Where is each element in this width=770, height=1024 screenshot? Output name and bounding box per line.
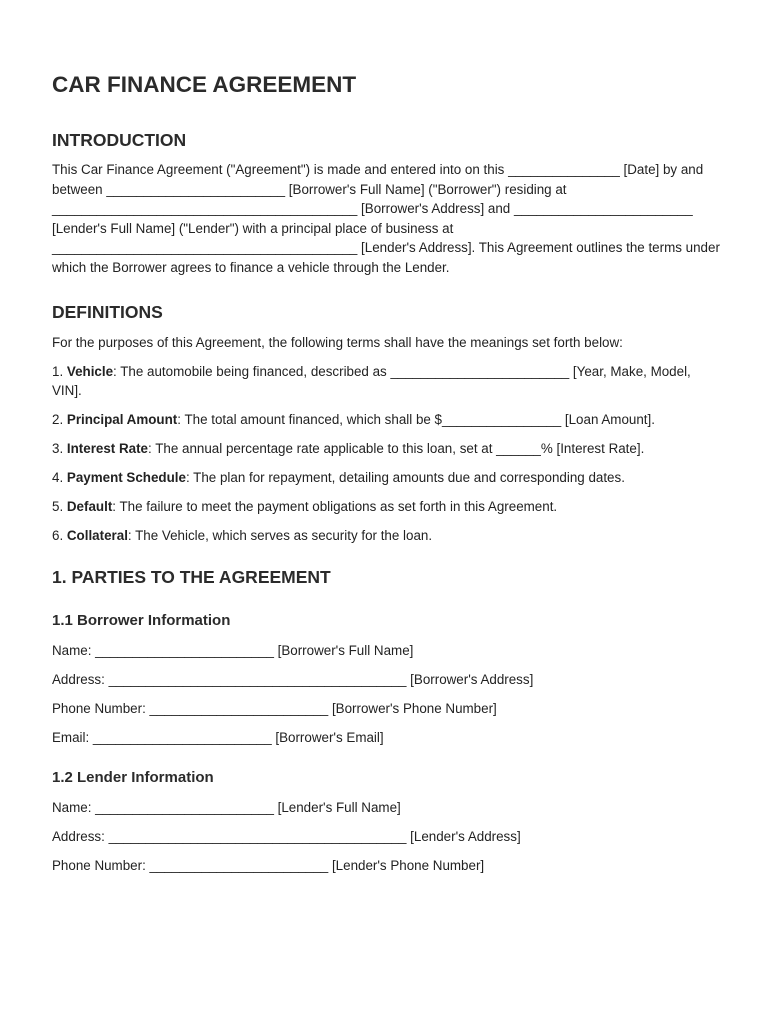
definition-text: : The Vehicle, which serves as security for the loan.: [127, 528, 433, 543]
definition-term: Collateral: [66, 528, 128, 543]
lender-phone-field: Phone Number: ________________________ [Lender's Phone Number]: [52, 858, 485, 874]
borrower-name-field: Name: ________________________ [Borrower's Full Name]: [52, 642, 414, 658]
definition-text: : The failure to meet the payment obligations as set forth in this Agreement.: [112, 499, 558, 514]
lender-information-heading: 1.2 Lender Information: [52, 768, 214, 786]
parties-heading: 1. PARTIES TO THE AGREEMENT: [52, 566, 331, 587]
borrower-information-heading: 1.1 Borrower Information: [52, 611, 231, 629]
definition-number: 4.: [52, 470, 67, 485]
definition-term: Payment Schedule: [66, 470, 186, 485]
definitions-intro: For the purposes of this Agreement, the following terms shall have the meanings set forth below:: [52, 335, 623, 350]
definition-text: : The total amount financed, which shall be $________________ [Loan Amount].: [177, 412, 655, 427]
definition-text: : The plan for repayment, detailing amounts due and corresponding dates.: [185, 470, 625, 485]
definition-item-principal-amount: [52, 410, 720, 430]
definition-item-interest-rate: [52, 439, 720, 459]
definition-number: 6.: [52, 528, 67, 543]
definition-number: 2.: [52, 412, 67, 427]
definition-term: Vehicle: [66, 363, 114, 379]
definitions-heading: DEFINITIONS: [52, 302, 163, 322]
definition-item-payment-schedule: [52, 468, 720, 488]
definition-number: 5.: [52, 499, 67, 514]
borrower-address-field: Address: ________________________________________ [Borrower's Address]: [52, 671, 534, 687]
definition-item-collateral: [52, 526, 720, 546]
introduction-heading: INTRODUCTION: [52, 130, 187, 150]
definition-text: : The automobile being financed, described as ________________________ [Year, Make, Model, VIN].: [52, 363, 691, 398]
definition-term: Default: [66, 499, 113, 514]
definition-item-default: [52, 497, 720, 517]
lender-address-field: Address: ________________________________________ [Lender's Address]: [52, 829, 521, 845]
definition-term: Interest Rate: [66, 441, 149, 456]
definition-item-vehicle: [52, 362, 720, 401]
definition-text: : The annual percentage rate applicable to this loan, set at ______% [Interest Rate].: [148, 441, 645, 456]
definition-number: 1.: [52, 363, 67, 379]
document-body: [52, 70, 720, 886]
lender-name-field: Name: ________________________ [Lender's Full Name]: [52, 799, 401, 815]
definition-number: 3.: [52, 441, 67, 456]
document-title: CAR FINANCE AGREEMENT: [52, 72, 357, 97]
borrower-phone-field: Phone Number: ________________________ [Borrower's Phone Number]: [52, 701, 497, 717]
introduction-paragraph: This Car Finance Agreement ("Agreement") is made and entered into on this _______________ [Date] by and between ________________________ [Borrower's Full Name] ("Borrower") residing at _________________________________________ [Borrower's Address] and ________________________ [Lender's Full Name] ("Lender") with a principal place of business at _________________________________________ [Lender's Address]. This Agreement outlines the terms under which the Borrower agrees to finance a vehicle through the Lender.: [52, 162, 720, 275]
borrower-email-field: Email: ________________________ [Borrower's Email]: [52, 730, 384, 746]
definition-term: Principal Amount: [66, 412, 178, 427]
